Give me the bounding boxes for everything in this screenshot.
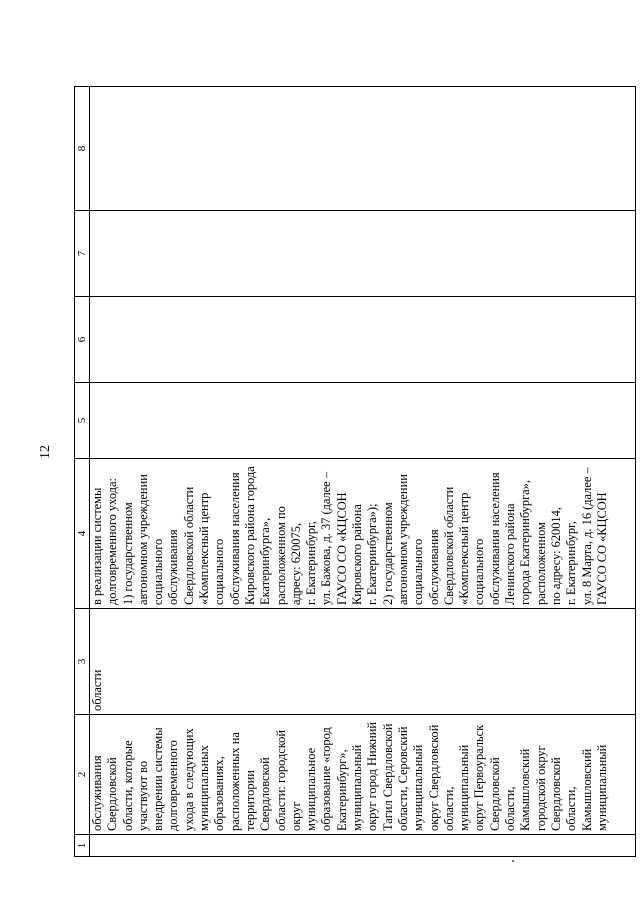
text-line: муниципальный — [411, 744, 426, 831]
text-line: Кировского района города — [242, 466, 257, 605]
text-line: города Екатеринбурга», — [518, 480, 533, 605]
column-header-8: 8 — [75, 87, 90, 211]
text-line: округ — [288, 801, 303, 831]
cell-col3 — [90, 609, 636, 715]
text-line: адресу: 620075, — [288, 523, 303, 605]
text-line: автономном учреждении — [395, 474, 410, 605]
text-line: расположенном — [533, 522, 548, 605]
text-line: «Комплексный центр — [457, 492, 472, 605]
text-line: Свердловской области — [181, 486, 196, 605]
text-line: ГАУСО СО «КЦСОН — [334, 492, 349, 605]
column-header-5: 5 — [75, 383, 90, 459]
text-line: г. Екатеринбург, — [304, 521, 319, 605]
text-line: области, которые — [120, 740, 135, 831]
table-header-row — [75, 87, 90, 857]
text-line: обслуживания — [426, 529, 441, 605]
text-line: обслуживания — [90, 755, 104, 831]
text-line: Свердловской — [548, 757, 563, 831]
cell-col2 — [90, 715, 636, 835]
text-line: в реализации системы — [90, 487, 104, 605]
text-line: муниципальный — [594, 744, 609, 831]
text-line: социального — [411, 538, 426, 605]
text-line: расположенном по — [273, 506, 288, 605]
text-line: расположенных на — [227, 732, 242, 831]
text-line: Свердловской — [105, 757, 120, 831]
column-header-1: 1 — [75, 835, 90, 857]
text-line: «Комплексный центр — [197, 492, 212, 605]
text-line: Свердловской — [487, 757, 502, 831]
cell-col3-text — [90, 612, 105, 711]
text-line: обслуживания населения — [487, 472, 502, 605]
text-line: области, — [441, 786, 456, 831]
text-line: Тагил Свердловской — [380, 723, 395, 831]
text-line: Свердловской области — [441, 486, 456, 605]
text-line: Екатеринбурга», — [258, 517, 273, 605]
column-header-3: 3 — [75, 609, 90, 715]
text-line: долговременного — [166, 740, 181, 831]
text-line: области, Серовский — [395, 726, 410, 831]
text-line: Камышловский — [579, 748, 594, 831]
text-line: г. Екатеринбург, — [564, 521, 579, 605]
text-line: социального — [472, 538, 487, 605]
cell-col2-text — [90, 718, 610, 831]
text-line: автономном учреждении — [135, 474, 150, 605]
document-table — [74, 86, 636, 857]
text-line: ул. Бажова, д. 37 (далее – — [319, 472, 334, 605]
column-header-7: 7 — [75, 211, 90, 297]
text-line: обслуживания — [166, 529, 181, 605]
text-line: образование «город — [319, 727, 334, 831]
text-line: городской округ — [533, 745, 548, 831]
text-line: долговременного ухода: — [105, 478, 120, 605]
text-line: ул. 8 Марта, д. 16 (далее – — [579, 467, 594, 605]
text-line: области: городской — [273, 730, 288, 831]
table-row — [90, 87, 636, 857]
text-line: образованиях, — [212, 756, 227, 831]
scan-speck — [512, 860, 514, 862]
column-header-6: 6 — [75, 297, 90, 383]
text-line: Екатеринбург», — [334, 749, 349, 831]
text-line: г. Екатеринбурга»); — [365, 503, 380, 605]
text-line: Камышловский — [518, 748, 533, 831]
text-line: Свердловской — [258, 757, 273, 831]
text-line: муниципальный — [350, 744, 365, 831]
cell-col7 — [90, 211, 636, 297]
text-line: обслуживания населения — [227, 472, 242, 605]
text-line: муниципальных — [197, 745, 212, 831]
cell-col4 — [90, 459, 636, 609]
text-line: участвуют во — [135, 760, 150, 831]
text-line: округ Первоуральск — [472, 724, 487, 831]
text-line: внедрении системы — [151, 727, 166, 831]
text-line: округ Свердловской — [426, 724, 441, 831]
page-number: 12 — [38, 445, 53, 459]
text-line: 1) государственном — [120, 502, 135, 605]
cell-col1 — [90, 835, 636, 857]
cell-col6 — [90, 297, 636, 383]
text-line: области, — [503, 786, 518, 831]
text-line: ГАУСО СО «КЦСОН — [594, 492, 609, 605]
text-line: области — [90, 669, 104, 711]
text-line: области, — [564, 786, 579, 831]
text-line: муниципальное — [304, 747, 319, 831]
text-line: Ленинского района — [503, 503, 518, 605]
cell-col4-text — [90, 462, 610, 605]
text-line: ухода в следующих — [181, 728, 196, 831]
column-header-4: 4 — [75, 459, 90, 609]
column-header-2: 2 — [75, 715, 90, 835]
text-line: по адресу: 620014, — [548, 507, 563, 605]
text-line: социального — [151, 538, 166, 605]
text-line: 2) государственном — [380, 502, 395, 605]
cell-col8 — [90, 87, 636, 211]
text-line: территории — [242, 770, 257, 831]
text-line: Кировского района — [350, 504, 365, 605]
text-line: муниципальный — [457, 744, 472, 831]
rotated-table-container — [74, 87, 636, 857]
cell-col5 — [90, 383, 636, 459]
text-line: округ город Нижний — [365, 721, 380, 831]
text-line: социального — [212, 538, 227, 605]
